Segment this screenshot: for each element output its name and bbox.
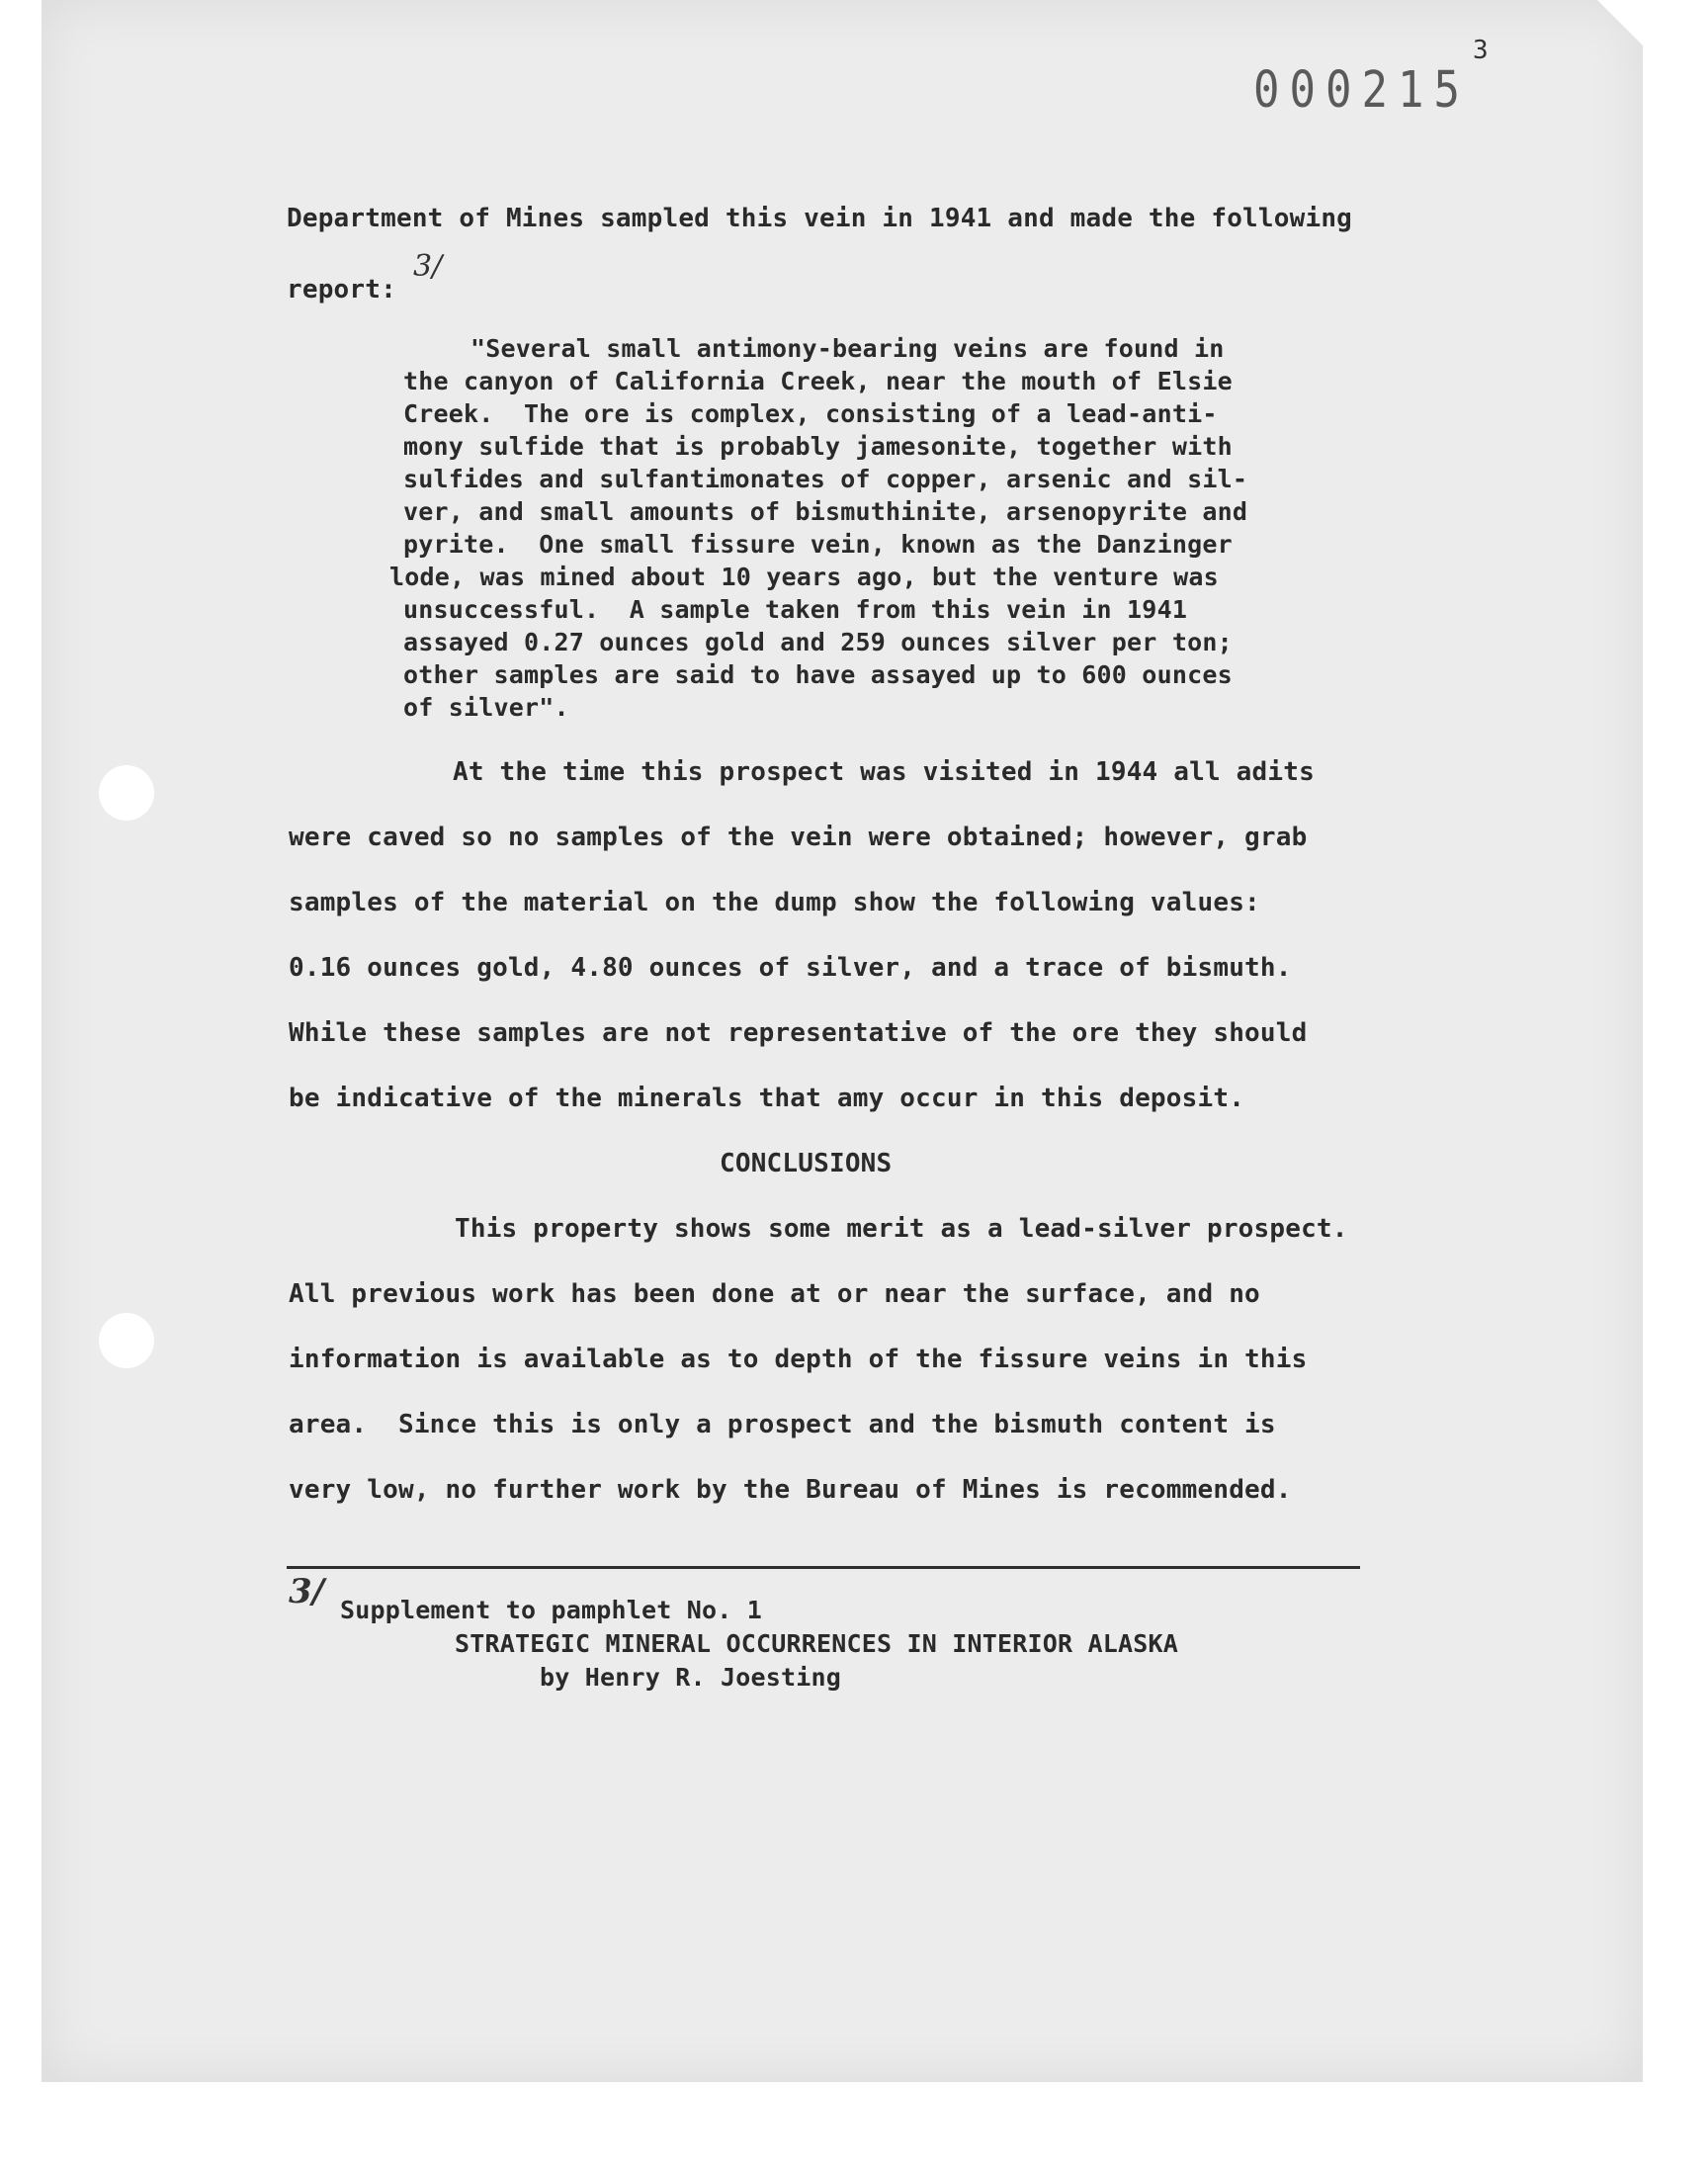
paragraph-line: be indicative of the minerals that amy occur in this deposit. [289,1084,1245,1113]
page-number: 3 [1473,36,1489,65]
quote-line: lode, was mined about 10 years ago, but the venture was [389,563,1219,591]
quote-line: assayed 0.27 ounces gold and 259 ounces silver per ton; [403,628,1233,656]
paragraph-line: samples of the material on the dump show the following values: [289,888,1260,917]
quote-line: pyrite. One small fissure vein, known as the Danzinger [403,530,1233,559]
paragraph-line: This property shows some merit as a lead-silver prospect. [455,1214,1348,1244]
quote-line: unsuccessful. A sample taken from this vein in 1941 [403,595,1188,624]
quote-line: sulfides and sulfantimonates of copper, arsenic and sil- [403,465,1248,493]
quote-line: the canyon of California Creek, near the mouth of Elsie [403,367,1233,395]
paragraph-line: information is available as to depth of the fissure veins in this [289,1345,1308,1374]
paragraph-line: were caved so no samples of the vein were obtained; however, grab [289,823,1308,852]
footnote-divider [287,1566,1360,1569]
quote-line: "Several small antimony-bearing veins are found in [470,334,1225,363]
punch-hole-upper [99,765,154,821]
conclusions-heading: CONCLUSIONS [720,1149,893,1178]
paragraph-line: area. Since this is only a prospect and the bismuth content is [289,1410,1276,1439]
quote-line: mony sulfide that is probably jamesonite, together with [403,432,1233,461]
punch-hole-lower [99,1313,154,1368]
document-stamp-number: 000215 [1253,61,1470,120]
footnote-line: Supplement to pamphlet No. 1 [340,1596,763,1624]
quote-line: of silver". [403,693,569,722]
paragraph-line: At the time this prospect was visited in 1944 all adits [453,757,1315,787]
intro-line-2: report: [287,275,396,304]
paragraph-line: 0.16 ounces gold, 4.80 ounces of silver, and a trace of bismuth. [289,953,1292,983]
footnote-line: STRATEGIC MINERAL OCCURRENCES IN INTERIOR ALASKA [455,1629,1179,1658]
footnote-line: by Henry R. Joesting [540,1663,842,1692]
quote-line: other samples are said to have assayed up to 600 ounces [403,660,1233,689]
paragraph-line: very low, no further work by the Bureau of Mines is recommended. [289,1475,1292,1505]
paragraph-line: While these samples are not representative of the ore they should [289,1018,1308,1048]
intro-line-1: Department of Mines sampled this vein in 1941 and made the following [287,204,1353,233]
page-corner-fold [1597,0,1643,45]
quote-line: ver, and small amounts of bismuthinite, arsenopyrite and [403,497,1248,526]
quote-line: Creek. The ore is complex, consisting of a lead-anti- [403,399,1218,428]
footnote-marker-handwritten: 3/ [289,1572,325,1611]
paragraph-line: All previous work has been done at or near the surface, and no [289,1279,1260,1309]
footnote-reference-handwritten: 3/ [413,249,443,284]
